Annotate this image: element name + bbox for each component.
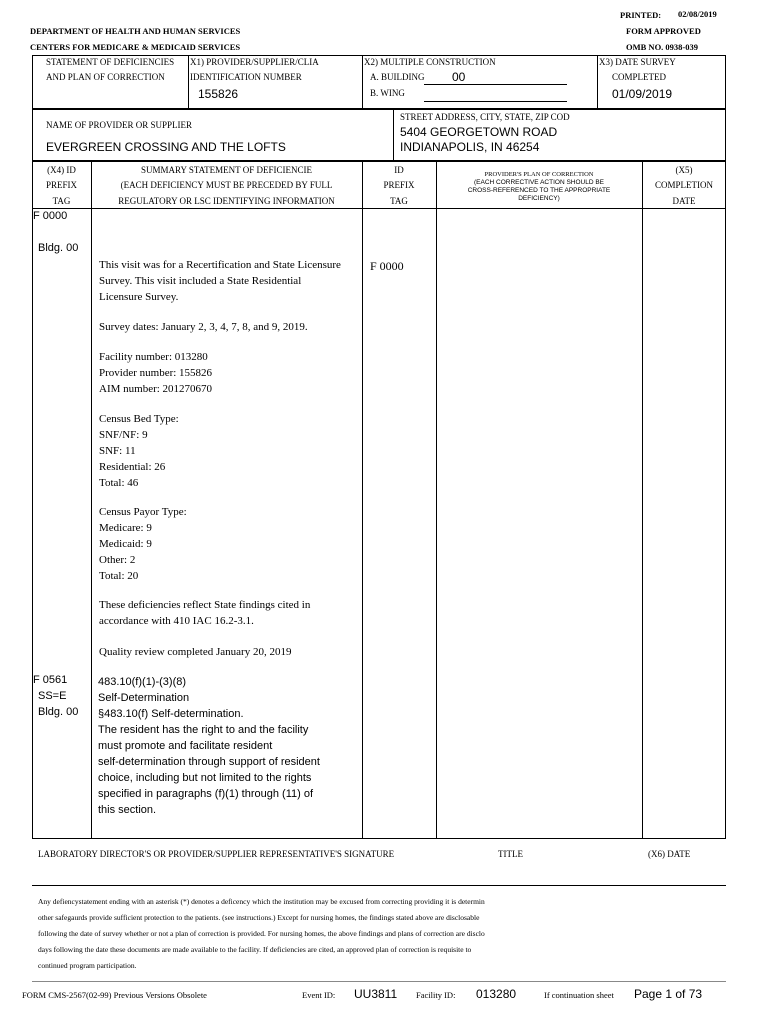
footnote: Any defiencystatement ending with an asterisk (*) denotes a deficency which the institution may be excused from correcting providing it is determin other safegaurds provide sufficient protection to the patients. (see instructions.) Except for nursing homes, the findings stated above are disclosable following the date of survey whether or not a plan of correction is provided. For nursing homes, the above findings and plans of correction are disclo days following the date these documents are made available to the facility. If deficiencies are cited, an approved plan of correction is requisite to continued program participation. xyxy=(38,897,485,970)
x6-date-label: (X6) DATE xyxy=(648,849,691,859)
title-label: TITLE xyxy=(498,849,523,859)
x5-header-1: (X5) xyxy=(675,165,693,175)
printed-label: PRINTED: xyxy=(620,10,662,20)
building-value: 00 xyxy=(452,70,466,84)
summary-header-2: (EACH DEFICIENCY MUST BE PRECEDED BY FULL xyxy=(120,180,333,190)
census-payor-type: Census Payor Type: Medicare: 9 Medicaid: 9 Other: 2 Total: 20 xyxy=(99,506,187,582)
x3-label: X3) DATE SURVEY xyxy=(599,57,676,67)
bldg-00: Bldg. 00 xyxy=(38,242,79,254)
event-id-label: Event ID: xyxy=(302,990,336,1000)
x2-label: X2) MULTIPLE CONSTRUCTION xyxy=(364,57,496,67)
survey-dates: Survey dates: January 2, 3, 4, 7, 8, and 9, 2019. xyxy=(99,321,308,333)
id-header-1: ID xyxy=(394,165,404,175)
x5-header-3: DATE xyxy=(672,196,696,206)
event-id-value: UU3811 xyxy=(354,987,398,1001)
tag-f0561: F 0561 xyxy=(33,674,68,686)
plan-header-4: DEFICIENCY) xyxy=(518,195,560,202)
x1-label-2: IDENTIFICATION NUMBER xyxy=(190,72,302,82)
address-line-2: INDIANAPOLIS, IN 46254 xyxy=(400,140,540,154)
x4-header-2: PREFIX xyxy=(45,180,77,190)
visit-paragraph: This visit was for a Recertification and State Licensure Survey. This visit included a State Residential Licensure Survey. xyxy=(99,259,341,303)
stmt-label-1: STATEMENT OF DEFICIENCIES xyxy=(46,57,175,67)
page-number: Page 1 of 73 xyxy=(634,987,703,1001)
form-approved: FORM APPROVED xyxy=(626,26,701,36)
state-findings: These deficiencies reflect State findings cited in accordance with 410 IAC 16.2-3.1. xyxy=(99,599,311,627)
centers-title: CENTERS FOR MEDICARE & MEDICAID SERVICES xyxy=(30,42,241,52)
bldg-00-second: Bldg. 00 xyxy=(38,706,79,718)
wing-label: B. WING xyxy=(370,88,405,98)
form-number: FORM CMS-2567(02-99) Previous Versions Obsolete xyxy=(22,990,207,1000)
right-tag-f0000: F 0000 xyxy=(370,259,404,273)
provider-name-label: NAME OF PROVIDER OR SUPPLIER xyxy=(46,120,193,130)
census-bed-type: Census Bed Type: SNF/NF: 9 SNF: 11 Residential: 26 Total: 46 xyxy=(99,413,179,489)
dept-title: DEPARTMENT OF HEALTH AND HUMAN SERVICES xyxy=(30,26,241,36)
x4-header-3: TAG xyxy=(52,196,71,206)
plan-header-3: CROSS-REFERENCED TO THE APPROPRIATE xyxy=(467,187,611,194)
provider-id-value: 155826 xyxy=(198,87,239,101)
summary-header-3: REGULATORY OR LSC IDENTIFYING INFORMATION xyxy=(118,196,335,206)
printed-date: 02/08/2019 xyxy=(678,9,717,19)
address-line-1: 5404 GEORGETOWN ROAD xyxy=(400,125,558,139)
survey-date-value: 01/09/2019 xyxy=(612,87,673,101)
summary-header-1: SUMMARY STATEMENT OF DEFICIENCIE xyxy=(140,165,313,175)
facility-id-label: Facility ID: xyxy=(416,990,456,1000)
provider-name-value: EVERGREEN CROSSING AND THE LOFTS xyxy=(46,140,286,154)
plan-header-2: (EACH CORRECTIVE ACTION SHOULD BE xyxy=(473,179,605,186)
building-label: A. BUILDING xyxy=(370,72,425,82)
plan-header-1: PROVIDER'S PLAN OF CORRECTION xyxy=(484,171,594,178)
omb-number: OMB NO. 0938-039 xyxy=(626,42,699,52)
tag-f0000: F 0000 xyxy=(33,210,68,222)
id-header-3: TAG xyxy=(390,196,408,206)
completed-label: COMPLETED xyxy=(612,72,666,82)
id-header-2: PREFIX xyxy=(383,180,415,190)
scope-severity: SS=E xyxy=(38,690,67,702)
f561-text: 483.10(f)(1)-(3)(8) Self-Determination §483.10(f) Self-determination. The resident has the right to and the facility must promote and facilitate resident self-determination through support of resident choice, including but not limited to the rights specified in paragraphs (f)(1) through (11) of this section. xyxy=(98,676,320,816)
x5-header-2: COMPLETION xyxy=(655,180,713,190)
facility-info: Facility number: 013280 Provider number: 155826 AIM number: 201270670 xyxy=(99,351,213,395)
x4-header-1: (X4) ID xyxy=(47,165,76,175)
stmt-label-2: AND PLAN OF CORRECTION xyxy=(46,72,165,82)
address-label: STREET ADDRESS, CITY, STATE, ZIP COD xyxy=(400,112,570,122)
continuation-label: If continuation sheet xyxy=(544,990,614,1000)
quality-review: Quality review completed January 20, 2019 xyxy=(99,646,292,658)
x1-label-1: X1) PROVIDER/SUPPLIER/CLIA xyxy=(190,57,319,67)
facility-id-value: 013280 xyxy=(476,987,517,1001)
signature-label: LABORATORY DIRECTOR'S OR PROVIDER/SUPPLIER REPRESENTATIVE'S SIGNATURE xyxy=(38,849,395,859)
